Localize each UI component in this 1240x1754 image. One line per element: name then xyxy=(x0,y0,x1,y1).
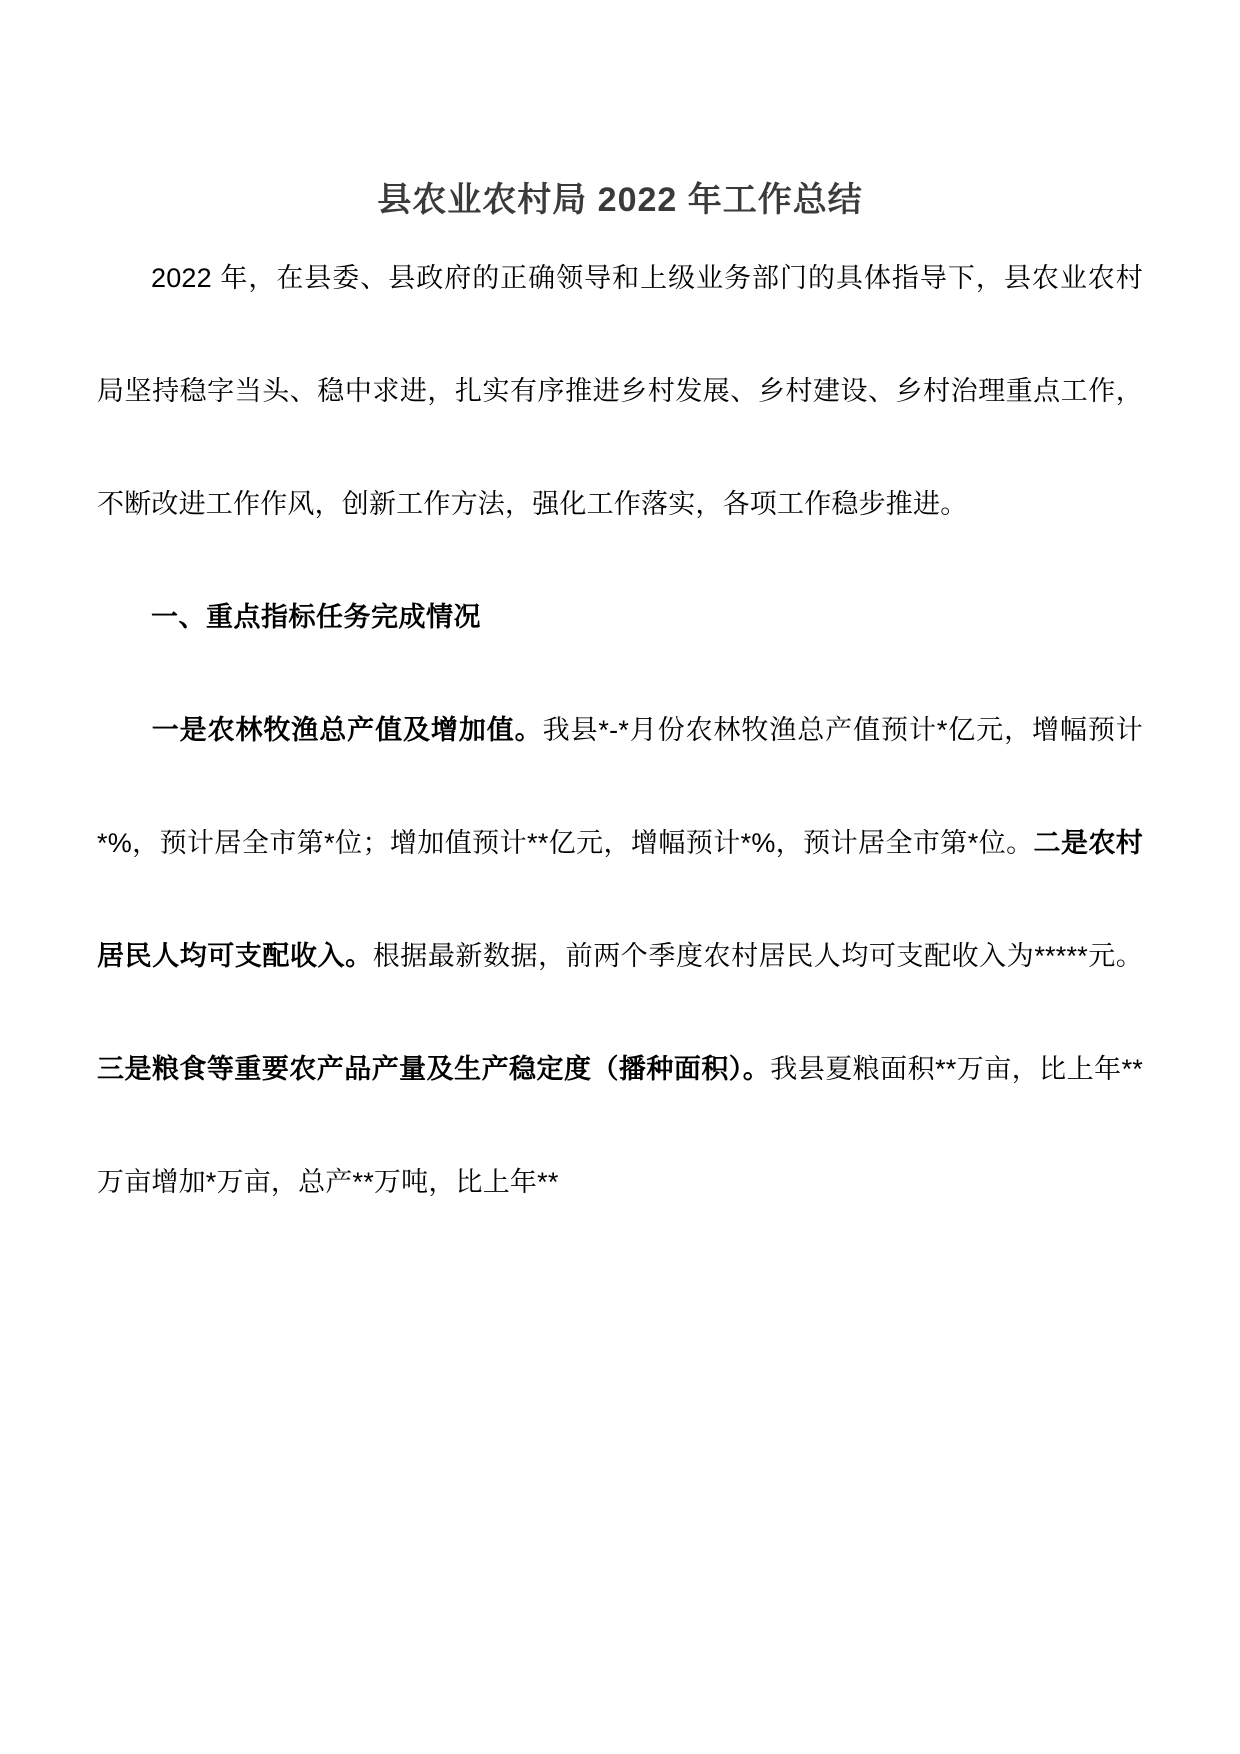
text-run: 我县夏粮面积**万亩，比上年**万亩增加*万亩，总产**万吨，比上年** xyxy=(97,1054,1144,1198)
body-paragraph xyxy=(97,674,1143,1239)
page-title: 县农业农村局 2022 年工作总结 xyxy=(377,181,863,219)
text-run: 我县*-*月份农林牧渔总产值预计*亿元，增幅预计*%，预计居全市第*位；增加值预计**亿元，增幅预计*%，预计居全市第*位。 xyxy=(97,715,1143,859)
text-run: 根据最新数据，前两个季度农村居民人均可支配收入为*****元。 xyxy=(372,941,1143,972)
section-heading xyxy=(97,561,1143,674)
paragraph-indent xyxy=(97,222,151,335)
bold-text-run: 三是粮食等重要农产品产量及生产稳定度（播种面积）。 xyxy=(97,1054,771,1085)
bold-text-run: 二是农村居民人均可支配收入。 xyxy=(97,828,1143,972)
paragraph-indent xyxy=(97,674,151,787)
body-paragraph xyxy=(97,222,1143,561)
text-run: 2022 年，在县委、县政府的正确领导和上级业务部门的具体指导下，县农业农村局坚持稳字当头、稳中求进，扎实有序推进乡村发展、乡村建设、乡村治理重点工作，不断改进工作作风，创新工作方法，强化工作落实，各项工作稳步推进。 xyxy=(97,263,1143,520)
bold-text-run: 一是农林牧渔总产值及增加值。 xyxy=(151,715,543,746)
paragraph-indent xyxy=(97,561,151,674)
bold-text-run: 一、重点指标任务完成情况 xyxy=(151,602,481,633)
paragraph-container xyxy=(97,222,1143,1239)
document-body xyxy=(97,0,1143,1239)
